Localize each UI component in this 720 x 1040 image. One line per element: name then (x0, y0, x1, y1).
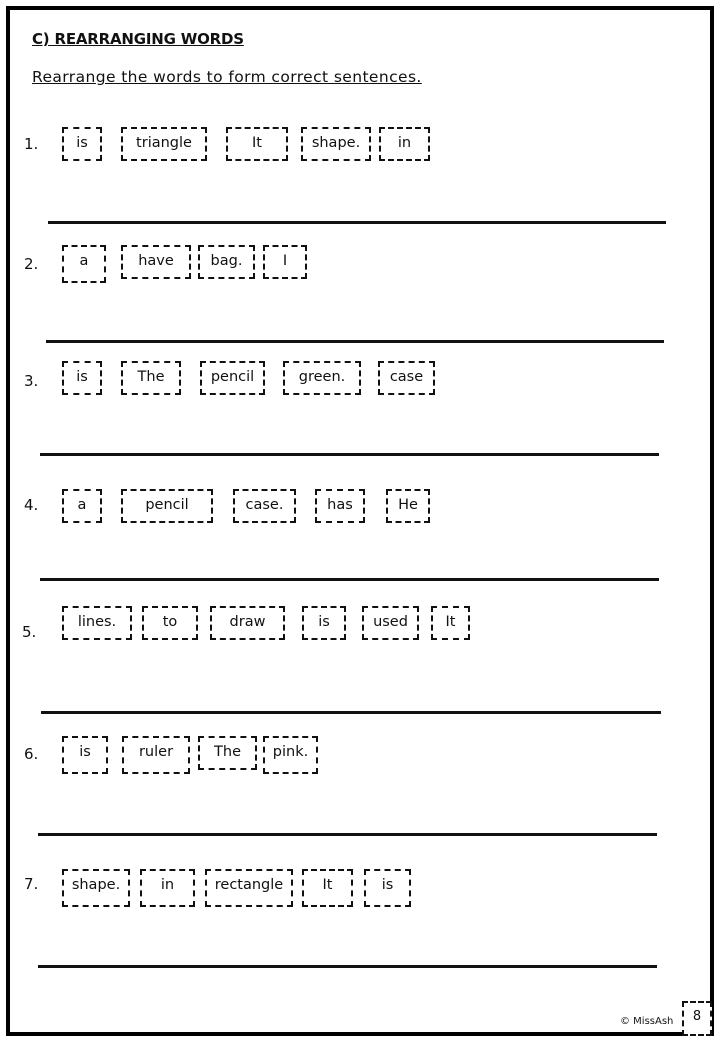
word-card[interactable]: shape. (62, 869, 130, 907)
word-card[interactable]: green. (283, 361, 361, 395)
answer-line[interactable] (38, 833, 657, 836)
word-card[interactable]: is (62, 361, 102, 395)
answer-line[interactable] (48, 221, 666, 224)
word-card[interactable]: a (62, 489, 102, 523)
word-card[interactable]: shape. (301, 127, 371, 161)
copyright-notice: © MissAsh (620, 1016, 674, 1027)
word-card[interactable]: pink. (263, 736, 318, 774)
question-number: 3. (24, 372, 39, 390)
word-card[interactable]: is (364, 869, 411, 907)
answer-line[interactable] (38, 965, 657, 968)
word-card[interactable]: It (302, 869, 353, 907)
word-card[interactable]: case. (233, 489, 296, 523)
instruction-text: Rearrange the words to form correct sentences. (32, 68, 422, 86)
word-card[interactable]: I (263, 245, 307, 279)
word-card[interactable]: is (62, 736, 108, 774)
word-card[interactable]: bag. (198, 245, 255, 279)
word-card[interactable]: The (198, 736, 257, 770)
word-card[interactable]: lines. (62, 606, 132, 640)
word-card[interactable]: is (62, 127, 102, 161)
word-card[interactable]: is (302, 606, 346, 640)
word-card[interactable]: have (121, 245, 191, 279)
word-card[interactable]: draw (210, 606, 285, 640)
word-card[interactable]: pencil (200, 361, 265, 395)
question-number: 4. (24, 496, 39, 514)
question-number: 6. (24, 745, 39, 763)
word-card[interactable]: He (386, 489, 430, 523)
word-card[interactable]: It (431, 606, 470, 640)
question-number: 2. (24, 255, 39, 273)
word-card[interactable]: It (226, 127, 288, 161)
answer-line[interactable] (46, 340, 664, 343)
word-card[interactable]: in (140, 869, 195, 907)
page-number: 8 (682, 1001, 712, 1036)
word-card[interactable]: triangle (121, 127, 207, 161)
answer-line[interactable] (41, 711, 661, 714)
word-card[interactable]: a (62, 245, 106, 283)
question-number: 1. (24, 135, 39, 153)
answer-line[interactable] (40, 578, 659, 581)
word-card[interactable]: to (142, 606, 198, 640)
word-card[interactable]: ruler (122, 736, 190, 774)
question-number: 5. (22, 623, 37, 641)
answer-line[interactable] (40, 453, 659, 456)
word-card[interactable]: pencil (121, 489, 213, 523)
section-heading: C) REARRANGING WORDS (32, 30, 244, 48)
question-number: 7. (24, 875, 39, 893)
word-card[interactable]: The (121, 361, 181, 395)
word-card[interactable]: has (315, 489, 365, 523)
word-card[interactable]: used (362, 606, 419, 640)
word-card[interactable]: case (378, 361, 435, 395)
word-card[interactable]: rectangle (205, 869, 293, 907)
word-card[interactable]: in (379, 127, 430, 161)
